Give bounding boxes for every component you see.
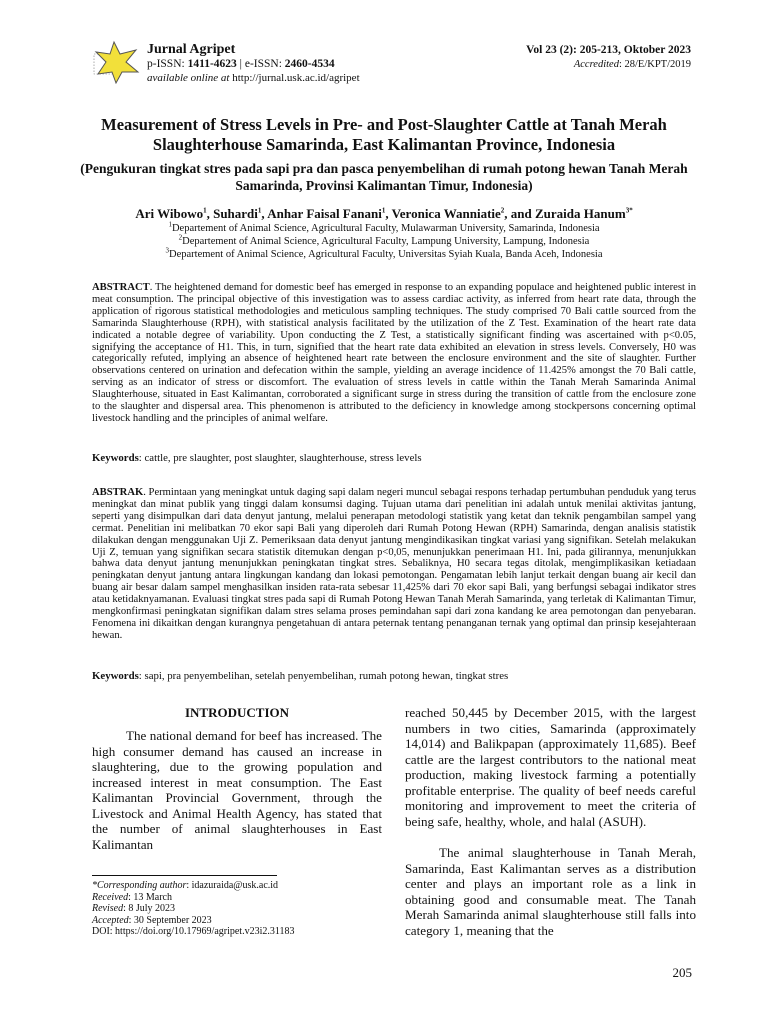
author-name: Suhardi <box>213 206 258 221</box>
revised-line <box>92 903 295 915</box>
doi-link[interactable]: DOI: https://doi.org/10.17969/agripet.v23i2.31183 <box>92 926 295 937</box>
author-affiliation-mark: 2 <box>500 206 505 215</box>
eissn-value: 2460-4534 <box>284 58 335 70</box>
author-name: Ari Wibowo <box>135 206 204 221</box>
accepted-date: : 30 September 2023 <box>128 914 212 926</box>
abstract-paragraph <box>92 282 696 425</box>
author-affiliation-mark: 1 <box>203 206 207 215</box>
abstract-text: . The heightened demand for domestic beef has emerged in response to an expanding populace and heightened public interest in meat consumption. The principal objective of this investigation was to assess cardiac activity, as inferred from heart rate data, through the application of rigorous statistical methodologies and meticulous sampling techniques. The study comprised 70 Bali cattle sourced from the Samarinda Slaughterhouse (RPH), with statistical analysis facilitated by the utilization of the Z Test. Examination of the heart rate data indicated a notable degree of variability. Upon conducting the Z Test, a statistically significant finding was ascertained with p<0.05, signifying the acceptance of H1. This, in turn, signified that the heart rate data exhibited an elevation in stress levels. Conversely, H0 was categorically refuted, implying an absence of heightened heart rate between the enclosure environment and the site of slaughter. Further observations centered on urination and defecation within the sample, yielding an average incidence of 11.425% amongst the 70 Bali cattle, serving as an indicator of stress or discomfort. The evaluation of stress levels in cattle within the Tanah Merah Samarinda Animal Slaughterhouse, situated in East Kalimantan, corroborated a significant surge in stress during the transition of cattle from the enclosure zone to the slaughter and dispersal area. This phenomenon is attributed to the deficiency in knowledge among stockpersons concerning optimal livestock handling and the principles of animal welfare. <box>92 282 696 424</box>
author-name: Anhar Faisal Fanani <box>267 206 382 221</box>
footnotes <box>92 880 295 938</box>
pissn-value: 1411-4623 <box>187 58 237 70</box>
author-affiliation-mark: 1 <box>257 206 262 215</box>
accredited-label: Accredited <box>573 59 619 70</box>
received-date: : 13 March <box>128 891 172 903</box>
corresponding-email[interactable]: : idazuraida@usk.ac.id <box>186 880 279 891</box>
affiliation-2 <box>80 233 688 248</box>
affiliation-mark: 1 <box>168 220 172 229</box>
volume-info: Vol 23 (2): 205-213, Oktober 2023 <box>526 44 691 56</box>
author-separator: , <box>206 206 214 221</box>
affiliation-mark: 3 <box>165 246 169 255</box>
author-separator: , <box>385 206 392 221</box>
author-separator: , and <box>504 206 536 221</box>
paper-title: Measurement of Stress Levels in Pre- and Post-Slaughter Cattle at Tanah Merah Slaughterhouse Samarinda, East Kalimantan Province, Indonesia <box>101 115 667 154</box>
accepted-line <box>92 915 295 927</box>
journal-logo <box>92 40 142 84</box>
available-label: available online at <box>147 72 230 84</box>
keywords-text: : cattle, pre slaughter, post slaughter, slaughterhouse, stress levels <box>138 452 422 464</box>
abstrak-paragraph <box>92 487 696 642</box>
online-line <box>147 72 360 84</box>
abstrak-label: ABSTRAK <box>92 487 144 498</box>
affiliation-text: Departement of Animal Science, Agricultural Faculty, Universitas Syiah Kuala, Banda Aceh, Indonesia <box>169 249 603 260</box>
revised-date: : 8 July 2023 <box>123 903 176 914</box>
intro-column-2-paragraph-1: reached 50,445 by December 2015, with the largest numbers in two cities, Samarinda (approximately 14,014) and Balikpapan (approximately 11,685). Beef cattle are the largest contributors to the national meat production, making livestock farming a potentially profitable enterprise. The quality of beef needs careful monitoring and improvement to meet the criteria of being safe, healthy, whole, and halal (ASUH). <box>405 705 696 829</box>
logo-star-icon <box>92 40 142 84</box>
affiliation-mark: 2 <box>178 233 183 242</box>
journal-url-link[interactable]: http://jurnal.usk.ac.id/agripet <box>229 72 360 84</box>
received-line <box>92 892 295 904</box>
affiliation-text: Departement of Animal Science, Agricultural Faculty, Mulawarman University, Samarinda, Indonesia <box>171 223 600 234</box>
revised-label: Revised <box>92 903 124 914</box>
page-number: 205 <box>672 965 692 980</box>
paper-subtitle: (Pengukuran tingkat stres pada sapi pra dan pasca penyembelihan di rumah potong hewan Tanah Merah Samarinda, Provinsi Kalimantan Timur, Indonesia) <box>80 161 688 193</box>
issn-separator: | <box>236 58 245 70</box>
author-affiliation-mark: 3* <box>625 206 633 215</box>
accredited-value: : 28/E/KPT/2019 <box>618 59 691 70</box>
introduction-heading: INTRODUCTION <box>184 705 289 720</box>
author-affiliation-mark: 1 <box>381 206 386 215</box>
received-label: Received <box>92 891 129 903</box>
abstrak-text: . Permintaan yang meningkat untuk daging sapi dalam negeri muncul sebagai respons terhadap pertumbuhan penduduk yang terus meningkat dan minat publik yang tinggi dalam konsumsi daging. Tujuan utama dari penelitian ini adalah untuk menilai aktivitas jantung, seperti yang disimpulkan dari data denyut jantung, melalui penerapan metodologi statistik yang ketat dan teknik pengambilan sampel yang cermat. Penelitian ini melibatkan 70 ekor sapi Bali yang diperoleh dari Rumah Potong Hewan (RPH) Samarinda, dengan analisis statistik dilakukan dengan menggunakan Uji Z. Pemeriksaan data denyut jantung mengindikasikan tingkat variasi yang signifikan. Setelah melakukan Uji Z, temuan yang signifikan secara statistik ditemukan dengan p<0,05, menunjukkan penerimaan H1. Ini, pada gilirannya, menunjukkan bahwa data denyut jantung menunjukkan peningkatan tingkat stres. Sebaliknya, H0 secara tegas ditolak, mengimplikasikan ketiadaan peningkatan denyut jantung antara lingkungan kandang dan lokasi pemotongan. Pengamatan lebih lanjut terkait dengan buang air kecil dan buang air besar dalam sampel menghasilkan insiden rata-rata sebesar 11,425% dari 70 ekor sapi Bali, yang berfungsi sebagai indikator stres atau ketidaknyamanan. Evaluasi tingkat stres pada sapi di Rumah Potong Hewan Tanah Merah Samarinda, yang terletak di Kalimantan Timur, mengkonfirmasi peningkatan signifikan dalam stres selama proses pemindahan sapi dari zona kandang ke area pemotongan dan penyebaran. Fenomena ini dikaitkan dengan kurangnya pengetahuan di antara peternak tentang penanganan ternak yang optimal dan prinsip kesejahteraan hewan. <box>92 487 696 641</box>
footnote-divider <box>92 875 277 876</box>
author-name: Veronica Wanniatie <box>391 206 501 221</box>
keywords-label: Keywords <box>92 670 139 682</box>
author-separator: , <box>261 206 268 221</box>
intro-column-1-paragraph: The national demand for beef has increased. The high consumer demand has caused an increase in slaughtering, due to the growing population and increased interest in meat consumption. The East Kalimantan Provincial Government, through the Livestock and Animal Health Agency, has stated that the number of animal slaughterhouses in East Kalimantan <box>92 728 382 852</box>
journal-name: Jurnal Agripet <box>147 42 236 57</box>
corresponding-label: *Corresponding author <box>92 880 187 891</box>
kata-kunci-line <box>92 670 696 682</box>
accreditation-line <box>574 59 691 70</box>
author-name: Zuraida Hanum <box>535 206 626 221</box>
keywords-line <box>92 452 696 464</box>
affiliation-text: Departement of Animal Science, Agricultural Faculty, Lampung University, Lampung, Indonesia <box>182 236 590 247</box>
affiliation-3 <box>80 246 688 261</box>
eissn-label: e-ISSN: <box>244 58 285 70</box>
accepted-label: Accepted <box>92 914 129 926</box>
issn-line <box>147 58 335 70</box>
affiliation-1 <box>80 220 688 235</box>
intro-column-2-paragraph-2: The animal slaughterhouse in Tanah Merah, Samarinda, East Kalimantan serves as a distribution center and plays an important role as a link in obtaining good and consumable meat. The Tanah Merah Samarinda animal slaughterhouse still falls into category 1, meaning that the <box>405 845 696 938</box>
pissn-label: p-ISSN: <box>147 58 188 70</box>
abstract-label: ABSTRACT <box>92 282 150 293</box>
keywords-text: : sapi, pra penyembelihan, setelah penyembelihan, rumah potong hewan, tingkat stres <box>138 670 509 682</box>
corresponding-author-line <box>92 880 295 892</box>
keywords-label: Keywords <box>92 452 139 464</box>
